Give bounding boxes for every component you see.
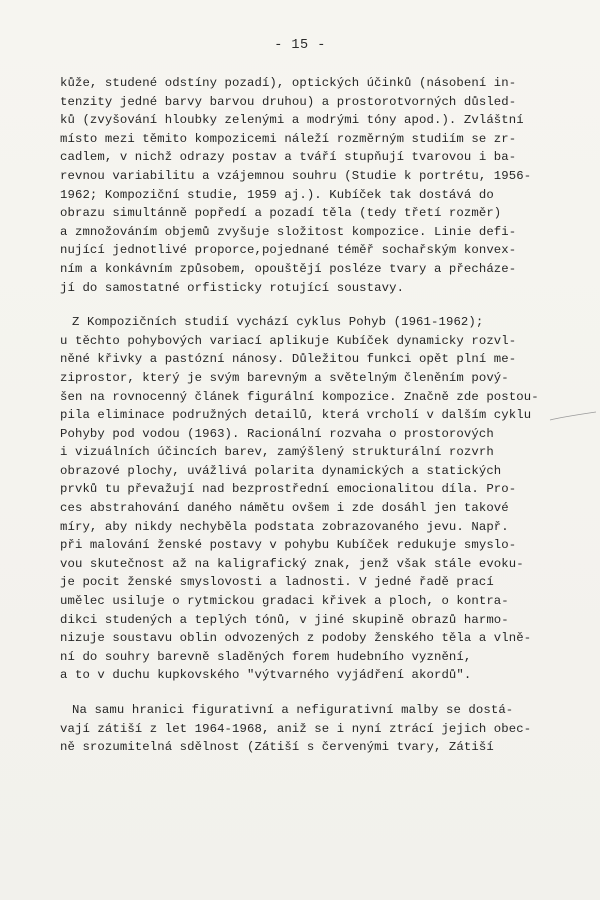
text-line: ků (zvyšování hloubky zelenými a modrými tóny apod.). Zvláštní — [60, 113, 524, 128]
text-line: Na samu hranici figurativní a nefigurativní malby se dostá- — [72, 703, 514, 717]
text-line: i vizuálních účincích barev, zamýšlený strukturální rozvrh — [60, 445, 494, 460]
text-line: 1962; Kompoziční studie, 1959 aj.). Kubíček tak dostává do — [60, 187, 494, 202]
text-line: ziprostor, který je svým barevným a světelným členěním pový- — [60, 370, 509, 385]
body-text — [60, 74, 560, 757]
text-line: ně srozumitelná sdělnost (Zátiší s červenými tvary, Zátiší — [60, 740, 494, 755]
text-line: obrazové plochy, uvážlivá polarita dynamických a statických — [60, 463, 502, 478]
text-line: při malování ženské postavy v pohybu Kubíček redukuje smyslo- — [60, 538, 517, 553]
paragraph-3 — [60, 701, 560, 757]
text-line: Pohyby pod vodou (1963). Racionální rozvaha o prostorových — [60, 426, 494, 441]
text-line: dikci studených a teplých tónů, v jiné skupině obrazů harmo- — [60, 612, 509, 627]
text-line: a to v duchu kupkovského "výtvarného vyjádření akordů". — [60, 668, 472, 683]
text-line: tenzity jedné barvy barvou druhou) a prostorotvorných důsled- — [60, 94, 517, 109]
text-line: pila eliminace podružných detailů, která vrcholí v dalším cyklu — [60, 408, 532, 423]
text-line: nizuje soustavu oblin odvozených z podoby ženského těla a vlně- — [60, 631, 532, 646]
text-line: obrazu simultánně popředí a pozadí těla (tedy třetí rozměr) — [60, 206, 502, 221]
text-line: umělec usiluje o rytmickou gradaci křivek a ploch, o kontra- — [60, 594, 509, 609]
text-line: ces abstrahování daného námětu ovšem i zde dosáhl jen takové — [60, 501, 509, 516]
text-line: Z Kompozičních studií vychází cyklus Pohyb (1961-1962); — [72, 315, 484, 330]
page-number: - 15 - — [274, 38, 326, 53]
text-line: kůže, studené odstíny pozadí), optických účinků (násobení in- — [60, 76, 517, 90]
text-line: ním a konkávním způsobem, opouštějí posléze tvary a přecháze- — [60, 261, 517, 276]
paragraph-1 — [60, 74, 560, 297]
text-line: vají zátiší z let 1964-1968, aniž se i nyní ztrácí jejich obec- — [60, 721, 532, 736]
text-line: a zmnožováním objemů zvyšuje složitost kompozice. Linie defi- — [60, 224, 517, 239]
text-line: cadlem, v nichž odrazy postav a tváří stupňují tvarovou i ba- — [60, 150, 517, 165]
text-line: nující jednotlivé proporce,pojednané téměř sochařským konvex- — [60, 243, 517, 258]
paragraph-2 — [60, 313, 560, 685]
text-line: ní do souhry barevně sladěných forem hudebního vyznění, — [60, 649, 472, 664]
text-line: jí do samostatné orfisticky rotující soustavy. — [60, 280, 405, 295]
text-line: šen na rovnocenný článek figurální kompozice. Značně zde postou- — [60, 389, 539, 404]
text-line: vou skutečnost až na kaligrafický znak, jenž však stále evoku- — [60, 556, 524, 571]
paragraph-gap — [60, 297, 560, 313]
text-line: míry, aby nikdy nechyběla podstata zobrazovaného jevu. Např. — [60, 519, 509, 534]
text-line: něné křivky a pastózní nánosy. Důležitou funkci opět plní me- — [60, 352, 517, 367]
pencil-stroke-mark — [548, 410, 598, 424]
text-line: u těchto pohybových variací aplikuje Kubíček dynamicky rozvl- — [60, 333, 517, 348]
text-line: revnou variabilitu a vzájemnou souhru (Studie k portrétu, 1956- — [60, 168, 532, 183]
paragraph-gap — [60, 685, 560, 701]
text-line: místo mezi těmito kompozicemi náleží rozměrným studiím se zr- — [60, 131, 517, 146]
text-line: je pocit ženské smyslovosti a ladnosti. V jedné řadě prací — [60, 575, 494, 590]
text-line: prvků tu převažují nad bezprostřední emocionalitou díla. Pro- — [60, 482, 517, 497]
